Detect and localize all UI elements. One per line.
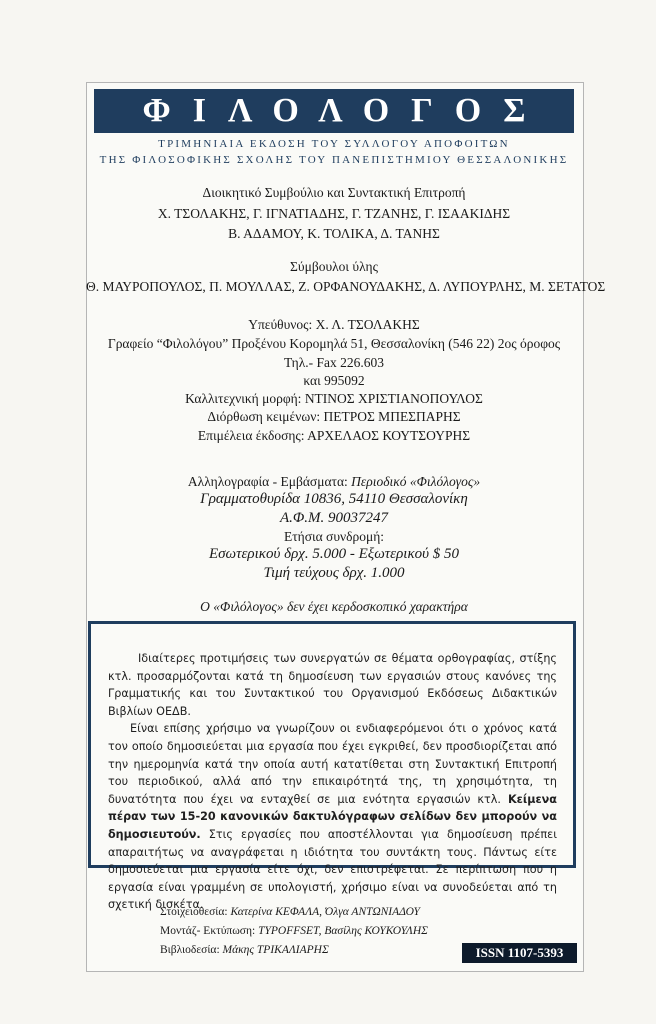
correspondence-label: Αλληλογραφία - Εμβάσματα: — [187, 474, 348, 489]
typesetting-label: Στοιχειοθεσία: — [160, 906, 228, 918]
po-box: Γραμματοθυρίδα 10836, 54110 Θεσσαλονίκη — [200, 491, 468, 507]
proof-line — [86, 409, 582, 425]
notice-paragraph-2 — [91, 720, 573, 914]
binding-label: Βιβλιοδεσία: — [160, 944, 220, 956]
phone-line — [86, 355, 582, 371]
notice-paragraph-1: Ιδιαίτερες προτιμήσεις των συνεργατών σε θέματα ορθογραφίας, στίξης κτλ. προσαρμόζονται κατά τη δημοσίευση των εργασιών στους κανόνες της Γραμματικής και του Συντακτικού του Οργανισμού Εκδόσεως Διδακτικών Βιβλίων ΟΕΔΒ. — [108, 652, 557, 718]
binding-name: Μάκης ΤΡΙΚΑΛΙΑΡΗΣ — [222, 944, 329, 956]
subtitle-line-1: ΤΡΙΜΗΝΙΑΙΑ ΕΚΔΟΣΗ ΤΟΥ ΣΥΛΛΟΓΟΥ ΑΠΟΦΟΙΤΩΝ — [158, 138, 510, 150]
phone2-line — [86, 373, 582, 389]
proof-name: ΠΕΤΡΟΣ ΜΠΕΣΠΑΡΗΣ — [323, 409, 461, 424]
board-members-1: Χ. ΤΣΟΛΑΚΗΣ, Γ. ΙΓΝΑΤΙΑΔΗΣ, Γ. ΤΖΑΝΗΣ, Γ. ΙΣΑΑΚΙΔΗΣ — [157, 206, 511, 221]
correspondence-line — [86, 474, 582, 490]
art-name: ΝΤΙΝΟΣ ΧΡΙΣΤΙΑΝΟΠΟΥΛΟΣ — [304, 391, 483, 406]
editing-name: ΑΡΧΕΛΑΟΣ ΚΟΥΤΣΟΥΡΗΣ — [307, 428, 471, 443]
printing-names: TYPOFFSET, Βασίλης ΚΟΥΚΟΥΛΗΣ — [258, 925, 428, 937]
art-line — [86, 391, 582, 407]
responsible-label: Υπεύθυνος: — [248, 317, 313, 332]
phone2-number: 995092 — [324, 373, 365, 388]
tax-id: Α.Φ.Μ. 90037247 — [279, 510, 389, 526]
nonprofit-statement: Ο «Φιλόλογος» δεν έχει κερδοσκοπικό χαρακτήρα — [200, 599, 468, 614]
phone-number: 226.603 — [340, 355, 385, 370]
board-heading: Διοικητικό Συμβούλιο και Συντακτική Επιτροπή — [202, 185, 466, 200]
printing-label: Μοντάζ- Εκτύπωση: — [160, 925, 256, 937]
responsible-name: Χ. Λ. ΤΣΟΛΑΚΗΣ — [315, 317, 420, 332]
subtitle-line-2: ΤΗΣ ΦΙΛΟΣΟΦΙΚΗΣ ΣΧΟΛΗΣ ΤΟΥ ΠΑΝΕΠΙΣΤΗΜΙΟΥ ΘΕΣΣΑΛΟΝΙΚΗΣ — [99, 154, 569, 166]
advisors-members: Θ. ΜΑΥΡΟΠΟΥΛΟΣ, Π. ΜΟΥΛΛΑΣ, Ζ. ΟΡΦΑΝΟΥΔΑΚΗΣ, Δ. ΛΥΠΟΥΡΛΗΣ, Μ. ΣΕΤΑΤΟΣ — [86, 279, 606, 294]
art-label: Καλλιτεχνική μορφή: — [185, 391, 302, 406]
proof-label: Διόρθωση κειμένων: — [207, 409, 321, 424]
phone2-label: και — [303, 373, 321, 388]
credit-typesetting — [160, 906, 420, 918]
notice-paragraph-2-end: Στις εργασίες που αποστέλλονται για δημοσίευση πρέπει απαραιτήτως να αναγράφεται η ιδιότητα του συντάκτη τους. Πάντως είτε δημοσιεύεται μια εργασία είτε όχι, δεν επιστρέφεται. Σε περίπτωση που η εργασία είναι γραμμένη σε υπολογιστή, χρήσιμο είναι να συνοδεύεται από τη σχετική δισκέτα. — [108, 827, 557, 912]
masthead-title: ΦΙΛΟΛΟΓΟΣ — [94, 89, 574, 133]
notice-bold-text: Κείμενα πέραν των 15-20 κανονικών δακτυλόγραφων σελίδων δεν μπορούν να δημοσιευτούν. — [108, 792, 557, 841]
office-address: Γραφείο “Φιλολόγου” Προξένου Κορομηλά 51, Θεσσαλονίκη (546 22) 2ος όροφος — [107, 336, 561, 351]
issn-badge: ISSN 1107-5393 — [462, 943, 577, 963]
responsible-line — [86, 317, 582, 333]
credit-binding — [160, 944, 329, 956]
editing-label: Επιμέλεια έκδοσης: — [197, 428, 305, 443]
subscription-prices: Εσωτερικού δρχ. 5.000 - Εξωτερικού $ 50 — [208, 546, 460, 562]
typesetting-names: Κατερίνα ΚΕΦΑΛΑ, Όλγα ΑΝΤΩΝΙΑΔΟΥ — [230, 906, 420, 918]
advisors-heading: Σύμβουλοι ύλης — [290, 259, 378, 274]
issue-price: Τιμή τεύχους δρχ. 1.000 — [263, 565, 405, 581]
editing-line — [86, 428, 582, 444]
journal-name: Περιοδικό «Φιλόλογος» — [351, 474, 481, 489]
credit-printing — [160, 925, 428, 937]
board-members-2: Β. ΑΔΑΜΟΥ, Κ. ΤΟΛΙΚΑ, Δ. ΤΑΝΗΣ — [228, 226, 440, 241]
subscription-label: Ετήσια συνδρομή: — [283, 529, 385, 544]
notice-paragraph-2-text: Είναι επίσης χρήσιμο να γνωρίζουν οι ενδιαφερόμενοι ότι ο χρόνος κατά τον οποίο δημοσιεύεται μια εργασία που έχει εγκριθεί, δεν προσδιορίζεται από την ημερομηνία κατά την οποία αυτή κατατίθεται στη Συντακτική Επιτροπή του περιοδικού, αλλά από την επικαιρότητά της, τη χρησιμότητα, τη δυνατότητα που έχει να ενταχθεί σε μια ενότητα εργασιών κτλ. — [108, 722, 557, 806]
phone-label: Τηλ.- Fax — [283, 355, 337, 370]
